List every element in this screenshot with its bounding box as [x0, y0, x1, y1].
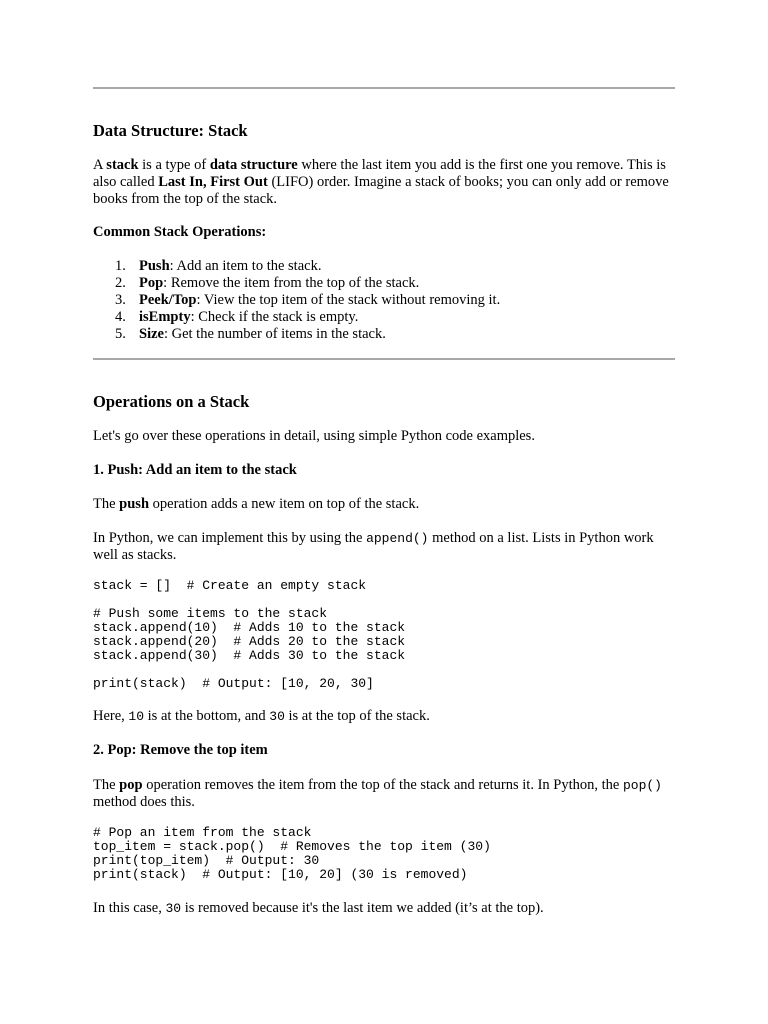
list-number: 2. [115, 275, 126, 291]
op-desc: : Remove the item from the top of the stack. [163, 275, 420, 291]
text: operation adds a new item on top of the stack. [149, 496, 420, 512]
list-number: 3. [115, 292, 126, 308]
section-title-operations: Operations on a Stack [93, 392, 250, 411]
inline-code: 30 [269, 709, 285, 724]
op-name: isEmpty [139, 309, 191, 325]
list-item [93, 309, 500, 326]
push-paragraph-2 [93, 530, 677, 564]
text: where the last item you add is the first one you remove. This is also called [93, 157, 666, 190]
op-name: Push [139, 258, 170, 274]
list-item [93, 292, 500, 309]
horizontal-rule [93, 87, 675, 89]
list-number: 1. [115, 258, 126, 274]
text: In this case, [93, 900, 166, 916]
op-desc: : View the top item of the stack without removing it. [196, 292, 501, 308]
bold-term: data structure [209, 157, 298, 173]
operations-list [93, 258, 500, 343]
pop-paragraph-2 [93, 900, 677, 917]
op-desc: : Add an item to the stack. [169, 258, 322, 274]
pop-heading: 2. Pop: Remove the top item [93, 742, 268, 758]
op-desc: : Get the number of items in the stack. [163, 326, 386, 342]
text: A [93, 157, 107, 173]
push-heading: 1. Push: Add an item to the stack [93, 462, 297, 478]
inline-code: 10 [128, 709, 145, 724]
text: method does this. [93, 794, 195, 810]
push-paragraph-1 [93, 496, 677, 513]
list-number: 5. [115, 326, 126, 342]
text: The [93, 496, 120, 512]
section-title-stack: Data Structure: Stack [93, 121, 248, 140]
list-item [93, 275, 500, 292]
text: The [93, 777, 120, 793]
horizontal-rule [93, 358, 675, 360]
inline-code: 30 [165, 901, 182, 916]
push-paragraph-3 [93, 708, 677, 725]
text: operation removes the item from the top of the stack and returns it. In Python, the [142, 777, 623, 793]
text: (LIFO) order. Imagine a stack of books; you can only add or remove books from the top of the stack. [93, 174, 669, 207]
op-name: Size [139, 326, 164, 342]
push-code-block: stack = [] # Create an empty stack # Push some items to the stack stack.append(10) # Adds 10 to the stack stack.append(20) # Adds 20 to the stack stack.append(30) # Adds 30 to the stack print(stack) # Output: [10, 20, 30] [93, 578, 406, 691]
pop-paragraph-1 [93, 777, 677, 811]
inline-code: append() [366, 531, 429, 546]
text: is at the top of the stack. [284, 708, 430, 724]
op-name: Peek/Top [139, 292, 197, 308]
text: Here, [93, 708, 129, 724]
op-desc: : Check if the stack is empty. [190, 309, 359, 325]
text: is at the bottom, and [144, 708, 270, 724]
text: method on a list. Lists in Python work well as stacks. [93, 530, 654, 563]
list-item [93, 326, 500, 343]
stack-intro-paragraph [93, 157, 677, 208]
list-item [93, 258, 500, 275]
operations-intro: Let's go over these operations in detail, using simple Python code examples. [93, 428, 535, 444]
list-number: 4. [115, 309, 126, 325]
op-name: Pop [139, 275, 164, 291]
text: In Python, we can implement this by using the [93, 530, 367, 546]
bold-term: pop [119, 777, 143, 793]
inline-code: pop() [622, 778, 662, 793]
bold-term: stack [106, 157, 139, 173]
bold-term: Last In, First Out [158, 174, 268, 190]
text: is a type of [138, 157, 210, 173]
pop-code-block: # Pop an item from the stack top_item = stack.pop() # Removes the top item (30) print(top_item) # Output: 30 print(stack) # Output: [10, 20] (30 is removed) [93, 825, 491, 882]
bold-term: push [119, 496, 150, 512]
text: is removed because it's the last item we added (it’s at the top). [181, 900, 544, 916]
ops-heading: Common Stack Operations: [93, 224, 267, 240]
